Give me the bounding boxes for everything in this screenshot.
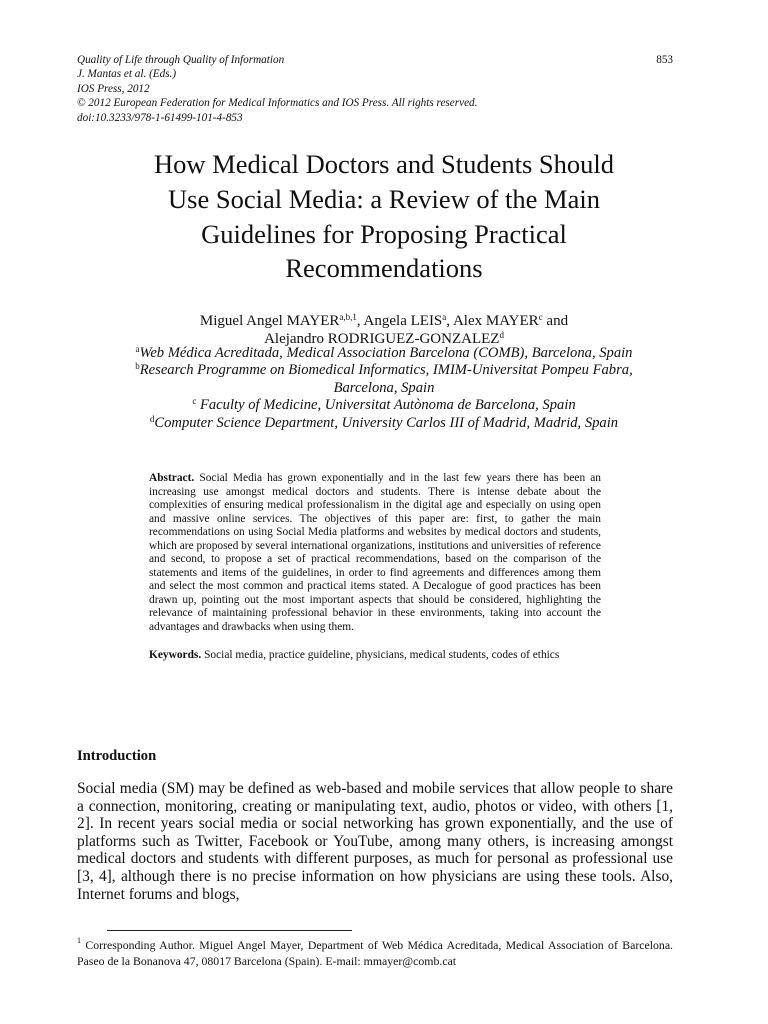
affiliation-a — [70, 345, 698, 362]
author-line — [60, 312, 708, 330]
header-book-title: Quality of Life through Quality of Information — [77, 54, 285, 66]
affiliation-b — [70, 362, 698, 379]
abstract-paragraph — [149, 472, 601, 634]
affiliation-marker: c — [192, 396, 197, 407]
author-list — [60, 312, 708, 348]
abstract-text: Social Media has grown exponentially and in the last few years there has been an increasing use amongst medical doctors and students. There is intense debate about the complexities of ensuring medical professionalism in the digital age and especially on using open and massive online services. The objectives of this paper are: first, to gather the main recommendations on using Social Media platforms and websites by medical doctors and students, which are proposed by several international organizations, institutions and universities of reference and second, to propose a set of practical recommendations, based on the comparison of the statements and items of the guidelines, in order to find agreements and differences among them and select the most common and practical items stated. A Decalogue of good practices has been drawn up, pointing out the most important aspects that should be considered, highlighting the relevance of maintaining professional behavior in these environments, taking into account the advantages and drawbacks when using them. — [149, 472, 601, 633]
affiliation-marker: d — [149, 413, 155, 424]
keywords-paragraph — [149, 649, 601, 663]
footnote-text: Corresponding Author. Miguel Angel Mayer, Department of Web Médica Acreditada, Medical Association of Barcelona. Paseo de la Bonanova 47, 08017 Barcelona (Spain). E-mail: mmayer@comb.cat — [77, 938, 673, 968]
author-name: Alejandro RODRIGUEZ-GONZALEZ — [264, 331, 500, 347]
affiliation-list — [70, 345, 698, 432]
affiliation-text: Research Programme on Biomedical Informatics, IMIM-Universitat Pompeu Fabra, — [139, 362, 633, 379]
affiliation-marker: a — [135, 344, 140, 354]
header-doi: doi:10.3233/978-1-61499-101-4-853 — [77, 111, 243, 124]
affiliation-b-continued: Barcelona, Spain — [333, 379, 435, 396]
paper-title — [60, 147, 708, 286]
author-affiliation-marker: d — [499, 330, 504, 340]
abstract-block — [149, 472, 601, 663]
title-line: Use Social Media: a Review of the Main — [168, 183, 600, 214]
footnote-marker: 1 — [77, 936, 81, 945]
title-line: Guidelines for Proposing Practical — [201, 218, 567, 249]
affiliation-c — [70, 397, 698, 414]
running-header — [77, 53, 673, 125]
author-name: , Alex MAYER — [446, 313, 539, 329]
header-publisher: IOS Press, 2012 — [77, 82, 150, 95]
title-line: How Medical Doctors and Students Should — [153, 149, 615, 179]
author-name: Miguel Angel MAYER — [199, 313, 340, 329]
keywords-label: Keywords. — [149, 649, 202, 661]
footnote-divider — [107, 930, 352, 931]
keywords-text: Social media, practice guideline, physicians, medical students, codes of ethics — [204, 649, 560, 661]
affiliation-text: Faculty of Medicine, Universitat Autònoma de Barcelona, Spain — [199, 397, 576, 414]
affiliation-text: Web Médica Acreditada, Medical Association Barcelona (COMB), Barcelona, Spain — [139, 345, 633, 361]
introduction-paragraph: Social media (SM) may be defined as web-based and mobile services that allow people to share a connection, monitoring, creating or manipulating text, audio, photos or video, with others [1, 2]. In recent years social media or social networking has grown exponentially, and the use of platforms such as Twitter, Facebook or YouTube, among many others, is increasing amongst medical doctors and students with different purposes, as much for personal as professional use [3, 4], although there is no precise information on how physicians are using these tools. Also, Internet forums and blogs, — [77, 780, 673, 903]
section-heading-introduction: Introduction — [77, 748, 157, 764]
header-editors: J. Mantas et al. (Eds.) — [77, 68, 177, 81]
abstract-label: Abstract. — [149, 472, 195, 484]
header-copyright: © 2012 European Federation for Medical Informatics and IOS Press. All rights reserved. — [77, 97, 478, 110]
affiliation-d — [70, 415, 698, 432]
author-affiliation-marker: a — [442, 312, 447, 322]
title-line: Recommendations — [285, 253, 483, 284]
affiliation-text: Computer Science Department, University Carlos III of Madrid, Madrid, Spain — [154, 414, 619, 431]
affiliation-marker: b — [135, 361, 140, 372]
author-name: , Angela LEIS — [356, 313, 443, 329]
author-affiliation-marker: c — [538, 312, 543, 322]
page-number: 853 — [656, 54, 673, 66]
author-affiliation-marker: a,b,1 — [339, 312, 357, 322]
footnote — [77, 937, 673, 969]
author-conjunction: and — [542, 313, 569, 329]
